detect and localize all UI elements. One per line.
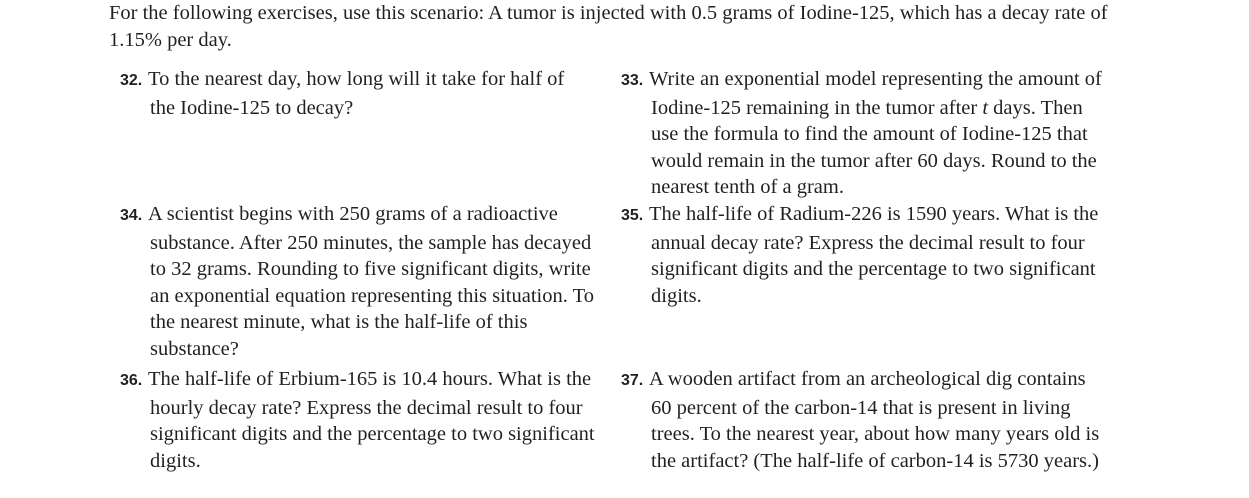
exercise-text: To the nearest day, how long will it take for half of the Iodine-125 to decay?	[148, 68, 565, 119]
exercise-number: 34.	[120, 207, 143, 224]
exercise-32	[120, 66, 590, 121]
variable-t: t	[982, 96, 989, 119]
exercise-36	[120, 366, 610, 474]
exercise-number: 35.	[621, 207, 644, 224]
exercise-text: The half-life of Erbium-165 is 10.4 hours. What is the hourly decay rate? Express the decimal result to four significant digits and the percentage to two significant digits.	[148, 368, 595, 472]
exercise-text-part-2: days. Then use the formula to find the amount of Iodine-125 that would remain in the tumor after 60 days. Round to the nearest tenth of a gram.	[651, 96, 1097, 198]
exercise-35	[621, 201, 1106, 309]
exercise-37	[621, 366, 1106, 474]
exercise-number: 36.	[120, 372, 143, 389]
exercise-text: The half-life of Radium-226 is 1590 years. What is the annual decay rate? Express the decimal result to four significant digits and the percentage to two significant digits.	[649, 203, 1099, 307]
exercise-text-part-1: Write an exponential model representing the amount of Iodine-125 remaining in the tumor after	[649, 68, 1102, 119]
exercise-text: A wooden artifact from an archeological dig contains 60 percent of the carbon-14 that is present in living trees. To the nearest year, about how many years old is the artifact? (The half-life of carbon-14 is 5730 years.)	[649, 368, 1100, 472]
exercise-number: 37.	[621, 372, 644, 389]
exercise-number: 33.	[621, 72, 644, 89]
exercise-number: 32.	[120, 72, 143, 89]
exercise-34	[120, 201, 610, 362]
exercise-text: A scientist begins with 250 grams of a radioactive substance. After 250 minutes, the sample has decayed to 32 grams. Rounding to five significant digits, write an exponential equation representing this situation. To the nearest minute, what is the half-life of this substance?	[148, 203, 594, 360]
exercise-33	[621, 66, 1106, 201]
scenario-intro: For the following exercises, use this scenario: A tumor is injected with 0.5 grams of Iodine-125, which has a decay rate of 1.15% per day.	[109, 2, 1108, 51]
